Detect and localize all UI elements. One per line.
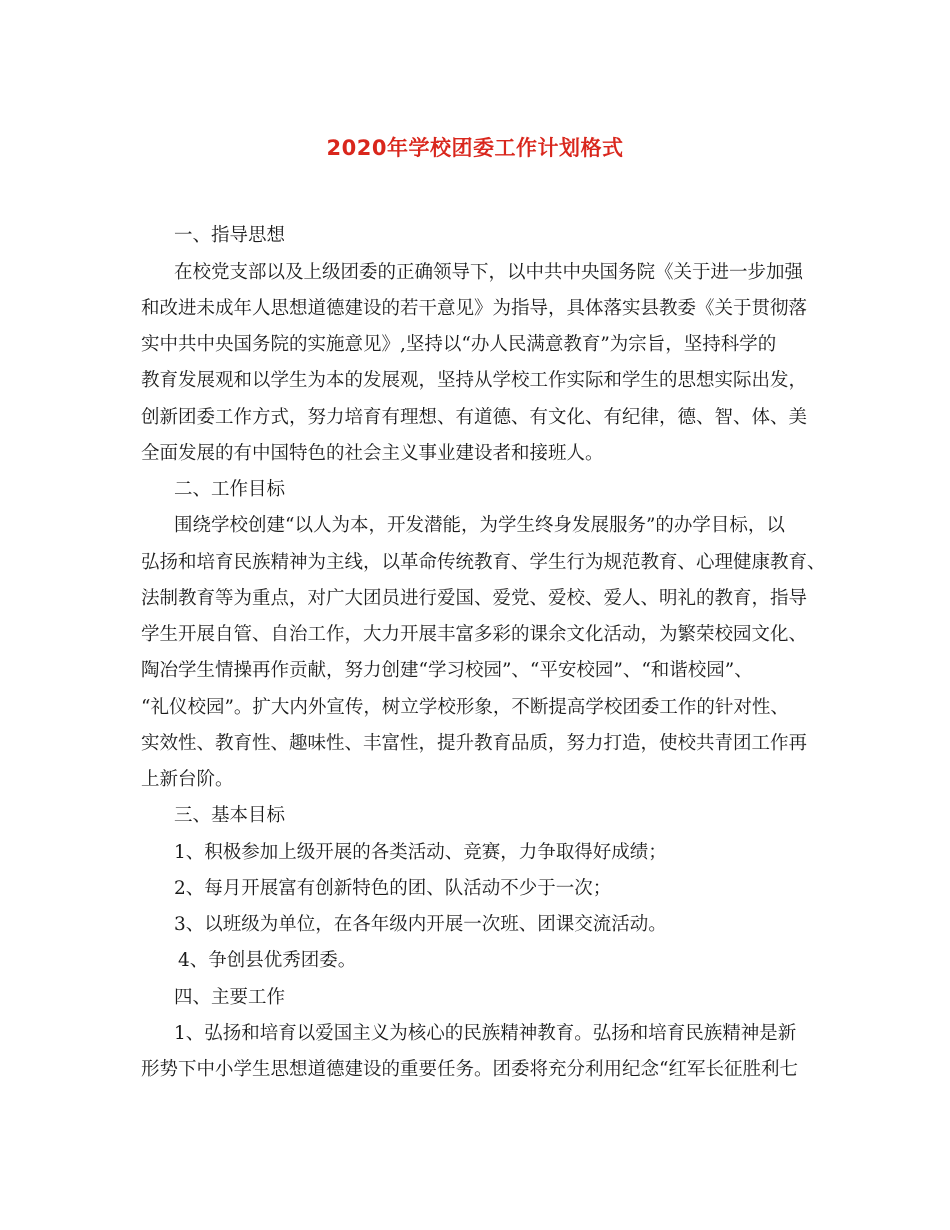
- paragraph-line: 1、弘扬和培育以爱国主义为核心的民族精神教育。弘扬和培育民族精神是新: [174, 1023, 797, 1044]
- paragraph-line: “礼仪校园”。扩大内外宣传，树立学校形象，不断提高学校团委工作的针对性、: [141, 697, 789, 718]
- paragraph-line: 弘扬和培育民族精神为主线，以革命传统教育、学生行为规范教育、心理健康教育、: [141, 552, 826, 573]
- list-item: 4、争创县优秀团委。: [178, 950, 357, 971]
- list-item: 1、积极参加上级开展的各类活动、竞赛，力争取得好成绩；: [174, 842, 667, 863]
- section-heading-guiding-thought: 一、指导思想: [174, 225, 286, 246]
- document-title: 2020年学校团委工作计划格式: [326, 136, 624, 160]
- paragraph-line: 陶冶学生情操再作贡献，努力创建“学习校园”、“平安校园”、“和谐校园”、: [141, 660, 753, 681]
- paragraph-line: 围绕学校创建“以人为本，开发潜能，为学生终身发展服务”的办学目标，以: [174, 515, 785, 536]
- paragraph-line: 学生开展自管、自治工作，大力开展丰富多彩的课余文化活动，为繁荣校园文化、: [141, 624, 808, 645]
- section-heading-main-work: 四、主要工作: [174, 987, 286, 1008]
- paragraph-line: 法制教育等为重点，对广大团员进行爱国、爱党、爱校、爱人、明礼的教育，指导: [141, 588, 808, 609]
- section-heading-work-goals: 二、工作目标: [174, 479, 286, 500]
- paragraph-line: 创新团委工作方式，努力培育有理想、有道德、有文化、有纪律，德、智、体、美: [141, 407, 808, 428]
- paragraph-line: 上新台阶。: [141, 769, 234, 790]
- section-heading-basic-goals: 三、基本目标: [174, 805, 286, 826]
- paragraph-line: 实中共中央国务院的实施意见》,坚持以“办人民满意教育”为宗旨，坚持科学的: [141, 334, 777, 355]
- paragraph-line: 实效性、教育性、趣味性、丰富性，提升教育品质，努力打造，使校共青团工作再: [141, 733, 808, 754]
- paragraph-line: 全面发展的有中国特色的社会主义事业建设者和接班人。: [141, 443, 604, 464]
- paragraph-line: 形势下中小学生思想道德建设的重要任务。团委将充分利用纪念“红军长征胜利七: [141, 1059, 798, 1080]
- list-item: 2、每月开展富有创新特色的团、队活动不少于一次；: [174, 878, 612, 899]
- paragraph-line: 教育发展观和以学生为本的发展观，坚持从学校工作实际和学生的思想实际出发，: [141, 370, 808, 391]
- paragraph-line: 和改进未成年人思想道德建设的若干意见》为指导，具体落实县教委《关于贯彻落: [141, 298, 808, 319]
- paragraph-line: 在校党支部以及上级团委的正确领导下，以中共中央国务院《关于进一步加强: [174, 262, 804, 283]
- list-item: 3、以班级为单位，在各年级内开展一次班、团课交流活动。: [174, 914, 667, 935]
